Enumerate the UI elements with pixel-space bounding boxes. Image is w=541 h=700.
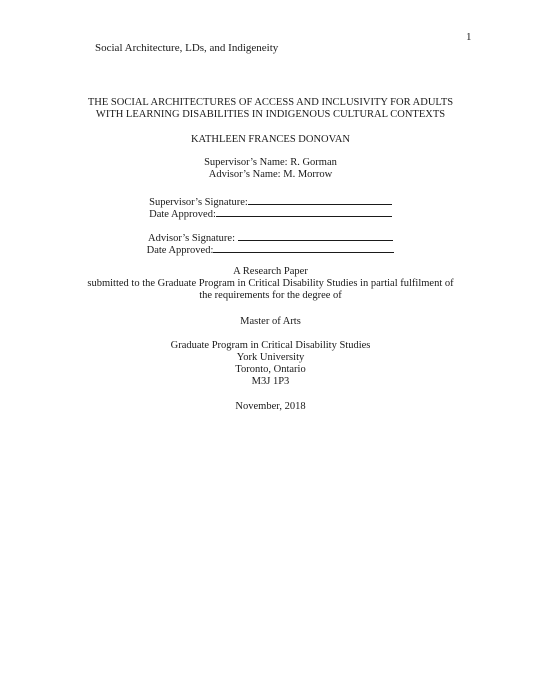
author-name: KATHLEEN FRANCES DONOVAN xyxy=(190,134,351,145)
institution-line-3: Toronto, Ontario xyxy=(235,364,306,375)
submission-date: November, 2018 xyxy=(235,401,306,412)
institution-line-1: Graduate Program in Critical Disability Studies xyxy=(170,340,371,351)
supervisor-signature-label: Supervisor’s Signature: xyxy=(149,197,248,208)
running-head: Social Architecture, LDs, and Indigeneity xyxy=(95,42,279,54)
submission-line-3: the requirements for the degree of xyxy=(199,290,342,301)
degree: Master of Arts xyxy=(240,316,301,327)
page-number: 1 xyxy=(466,31,472,43)
supervisor-date-label: Date Approved: xyxy=(149,209,216,220)
submission-line-2: submitted to the Graduate Program in Critical Disability Studies in partial fulfilment of xyxy=(87,278,454,289)
advisor-signature-line xyxy=(238,230,393,241)
submission-line-1: A Research Paper xyxy=(233,266,308,277)
title-line-2: WITH LEARNING DISABILITIES IN INDIGENOUS CULTURAL CONTEXTS xyxy=(95,109,446,120)
advisor-signature-label: Advisor’s Signature: xyxy=(147,233,235,244)
institution-line-2: York University xyxy=(236,352,305,363)
supervisor-name: Supervisor’s Name: R. Gorman xyxy=(204,157,337,168)
supervisor-signature-line xyxy=(248,194,392,205)
advisor-date-label: Date Approved: xyxy=(146,245,214,256)
advisor-name: Advisor’s Name: M. Morrow xyxy=(208,169,333,180)
advisor-date-line xyxy=(213,242,394,253)
supervisor-date-row xyxy=(0,206,541,221)
advisor-date-row xyxy=(0,242,541,257)
supervisor-date-line xyxy=(216,206,392,217)
institution-line-4: M3J 1P3 xyxy=(251,376,290,387)
title-line-1: THE SOCIAL ARCHITECTURES OF ACCESS AND INCLUSIVITY FOR ADULTS xyxy=(87,97,454,108)
